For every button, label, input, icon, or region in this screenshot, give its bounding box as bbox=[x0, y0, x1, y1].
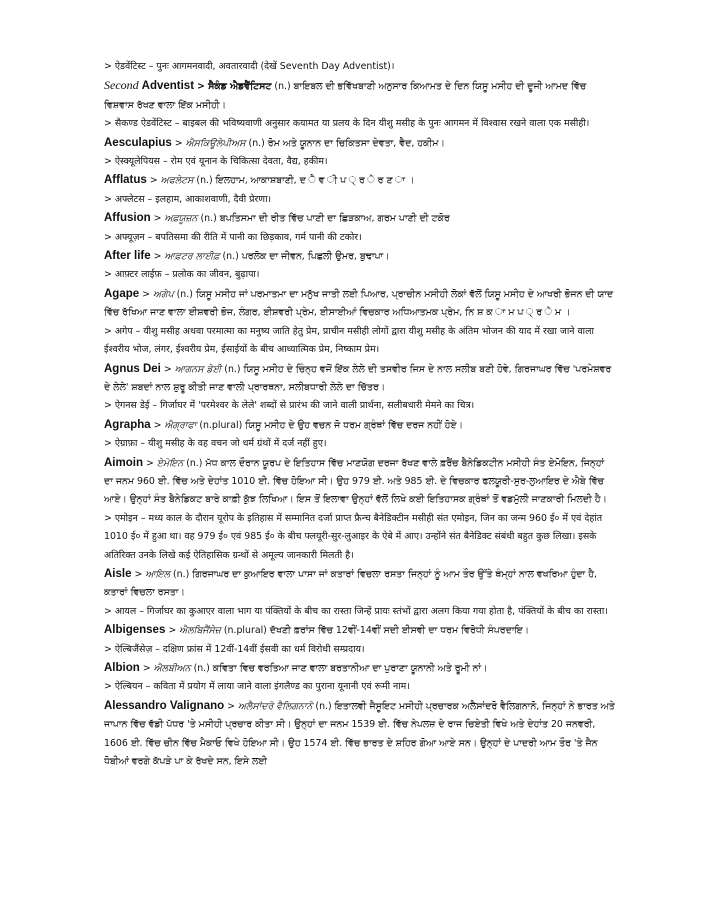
term-headword: Aesculapius bbox=[104, 136, 172, 149]
punjabi-transliteration: > ਐਸਕਿਊਲੇਪੀਅਸ bbox=[174, 137, 246, 149]
hindi-definition: > एमोइन – मध्य काल के दौरान यूरोप के इतिहास में सम्मानित दर्जा प्राप्त फ्रैन्च बैनेडिक्टीन मसीही संत एमोइन, जिन का जन्म 960 ई० में एवं देहांत 1010 ई० में हुआ था। वह 979 ई० एवं 985 ई० के बीच फ्लयूरी-सुर-लुआइर के ऐबे में आए। उन्होंने संत बैनेडिक्ट संबंधी बहुत कुछ लिखा। इसके अतिरिक्त उनके लिखे कई ऐतिहासिक ग्रन्थों से अमूल्य जानकारी मिलती है। bbox=[104, 512, 603, 561]
hindi-definition: > ऐल्बिजैंसेज़ – दक्षिण फ्रांस में 12वीं-14वीं ईसवी का धर्म विरोधी सम्प्रदाय। bbox=[104, 643, 365, 655]
term-prefix: Second bbox=[104, 78, 139, 93]
punjabi-definition-block bbox=[104, 565, 615, 603]
punjabi-transliteration: > ਆਗਨਸ ਡੇਈ bbox=[163, 363, 222, 375]
entry-agrapha bbox=[104, 416, 615, 454]
punjabi-definition-block bbox=[104, 76, 615, 115]
punjabi-definition: (n.) ਰੋਮ ਅਤੇ ਯੂਨਾਨ ਦਾ ਚਿਕਿਤਸਾ ਦੇਵਤਾ, ਵੈਦ, ਹਕੀਮ। bbox=[248, 137, 445, 149]
punjabi-definition-block bbox=[104, 621, 615, 640]
punjabi-definition-block bbox=[104, 697, 615, 772]
term-headword: Agnus Dei bbox=[104, 362, 161, 375]
entry-albigenses bbox=[104, 621, 615, 659]
punjabi-definition: (n.) ਯਿਸੂ ਮਸੀਹ ਜਾਂ ਪਰਮਾਤਮਾ ਦਾ ਮਨੁੱਖ ਜਾਤੀ ਲਈ ਪਿਆਰ, ਪ੍ਰਾਚੀਨ ਮਸੀਹੀ ਲੋਕਾਂ ਵੱਲੋਂ ਯਿਸੂ ਮਸੀਹ ਦੇ ਆਖਰੀ ਭੋਜਨ ਦੀ ਯਾਦ ਵਿੱਚ ਰੱਖਿਆ ਜਾਣ ਵਾਲਾ ਈਸ਼ਵਰੀ ਭੋਜ, ਲੰਗਰ, ਈਸ਼ਵਰੀ ਪ੍ਰੇਮ, ਈਸਾਈਆਂ ਵਿਚਕਾਰ ਅਧਿਆਤਮਕ ਪ੍ਰੇਮ, ਨਿ ਸ਼ ਕ ਾ ਮ ਪ ੍ ਰ ੇ ਮ । bbox=[104, 288, 614, 319]
term-headword: Agrapha bbox=[104, 418, 151, 431]
punjabi-definition: (n.) ਯਿਸੂ ਮਸੀਹ ਦੇ ਚਿੰਨ੍ਹ ਵਜੋਂ ਇੱਕ ਲੇਲੇ ਦੀ ਤਸਵੀਰ ਜਿਸ ਦੇ ਨਾਲ ਸਲੀਬ ਬਣੀ ਹੋਵੇ, ਗਿਰਜਾਘਰ ਵਿੱਚ 'ਪਰਮੇਸ਼ਵਰ ਦੇ ਲੇਲੇ' ਸ਼ਬਦਾਂ ਨਾਲ ਸ਼ੁਰੂ ਕੀਤੀ ਜਾਣ ਵਾਲੀ ਪ੍ਰਾਰਥਨਾ, ਸਲੀਬਧਾਰੀ ਲੇਲੇ ਦਾ ਚਿੱਤਰ। bbox=[104, 363, 612, 393]
punjabi-definition: (n.plural) ਯਿਸੂ ਮਸੀਹ ਦੇ ਉਹ ਵਚਨ ਜੋ ਧਰਮ ਗ੍ਰੰਥਾਂ ਵਿੱਚ ਦਰਜ ਨਹੀਂ ਹੋਏ। bbox=[199, 419, 463, 431]
punjabi-transliteration: > ਅਫਲੇਟਸ bbox=[149, 175, 194, 187]
punjabi-definition: (n.) ਗਿਰਜਾਘਰ ਦਾ ਕੁਆਇਰ ਵਾਲਾ ਪਾਸਾ ਜਾਂ ਕਤਾਰਾਂ ਵਿਚਲਾ ਰਸਤਾ ਜਿਨ੍ਹਾਂ ਨੂੰ ਆਮ ਤੌਰ ਉੱਤੇ ਥੰਮ੍ਹਾਂ ਨਾਲ ਵਖਰਿਆ ਹੁੰਦਾ ਹੈ, ਕਤਾਰਾਂ ਵਿਚਲਾ ਰਸਤਾ। bbox=[104, 568, 597, 599]
term-headword: Afflatus bbox=[104, 174, 147, 187]
punjabi-transliteration: > ਸੈਕੰਡ ਐਡਵੈਂਟਿਸਟ bbox=[197, 81, 272, 93]
punjabi-transliteration: > ਆਇਲ bbox=[134, 568, 171, 580]
punjabi-transliteration: > ਅਗੇਪ bbox=[142, 288, 174, 300]
hindi-definition: > अगेप – यीशु मसीह अथवा परमात्मा का मनुष्य जाति हेतु प्रेम, प्राचीन मसीही लोगों द्वारा यीशु मसीह के अंतिम भोजन की याद में रखा जाने वाला ईश्वरीय भोज, लंगर, ईश्वरीय प्रेम, ईसाईयों के बीच आध्यात्मिक प्रेम, निष्काम प्रेम। bbox=[104, 325, 594, 356]
punjabi-definition-block bbox=[104, 659, 615, 678]
punjabi-definition-block bbox=[104, 285, 615, 323]
term-headword: Agape bbox=[104, 287, 140, 300]
hindi-definition: > ऐल्बियन – कविता में प्रयोग में लाया जाने वाला इंगलैण्ड का पुराना यूनानी एवं रूमी नाम। bbox=[104, 681, 410, 693]
entry-adventist-hindi bbox=[104, 58, 615, 76]
entry-afflatus bbox=[104, 171, 615, 209]
hindi-definition: > ऐग्राफ़ा – यीशु मसीह के वह वचन जो धर्म ग्रंथों में दर्ज नहीं हुए। bbox=[104, 438, 327, 450]
punjabi-transliteration: > ਐਗ੍ਰਾਫਾ bbox=[153, 419, 197, 431]
punjabi-definition: (n.) ਇਲਹਾਮ, ਆਕਾਸ਼ਬਾਣੀ, ਦ ੈ ਵ ੀ ਪ ੍ ਰ ੇ ਰ ਣ ਾ । bbox=[196, 175, 415, 187]
hindi-definition: > अफ्यूज़न – बपतिसमा की रीति में पानी का छिड़काव, गर्म पानी की टकोर। bbox=[104, 231, 362, 243]
hindi-definition: > अफ्लेटस – इलहाम, आकाशवाणी, दैवी प्रेरणा। bbox=[104, 193, 272, 205]
punjabi-definition-block bbox=[104, 454, 615, 510]
hindi-definition: > ऐस्क्यूलेपियस – रोम एवं यूनान के चिकित्सा देवता, वैद्य, हकीम। bbox=[104, 156, 328, 168]
punjabi-definition: (n.) ਕਵਿਤਾ ਵਿਚ ਵਰਤਿਆ ਜਾਣ ਵਾਲਾ ਬਰਤਾਨੀਆ ਦਾ ਪੁਰਾਣਾ ਯੂਨਾਨੀ ਅਤੇ ਰੂਮੀ ਨਾਂ। bbox=[193, 663, 488, 674]
punjabi-transliteration: > ਅਲੈਸਾਂਦਰੋ ਵੈਲਿਗਨਾਨੋ bbox=[227, 700, 313, 712]
punjabi-definition-block bbox=[104, 134, 615, 153]
entry-alessandro-valignano bbox=[104, 697, 615, 772]
punjabi-definition: (n.) ਬਾਇਬਲ ਦੀ ਭਵਿੱਖਬਾਣੀ ਅਨੁਸਾਰ ਕਿਆਮਤ ਦੇ ਦਿਨ ਯਿਸੂ ਮਸੀਹ ਦੀ ਦੂਜੀ ਆਮਦ ਵਿੱਚ ਵਿਸ਼ਵਾਸ ਰੱਖਣ ਵਾਲਾ ਇੱਕ ਮਸੀਹੀ। bbox=[104, 81, 587, 111]
hindi-definition: > आयल – गिर्जाघर का कुआएर वाला भाग या पंक्तियों के बीच का रास्ता जिन्हें प्रायः स्तंभों द्वारा अलग किया गया होता है, पंक्तियों के बीच का रास्ता। bbox=[104, 605, 608, 617]
punjabi-definition: (n.) ਇਤਾਲਵੀ ਜੈਸੂਇਟ ਮਸੀਹੀ ਪ੍ਰਚਾਰਕ ਅਲੈਸਾਂਦਰੋ ਵੈਲਿਗਨਾਨੋ, ਜਿਨ੍ਹਾਂ ਨੇ ਭਾਰਤ ਅਤੇ ਜਾਪਾਨ ਵਿੱਚ ਵੱਡੀ ਪੱਧਰ 'ਤੇ ਮਸੀਹੀ ਪ੍ਰਚਾਰ ਕੀਤਾ ਸੀ। ਉਨ੍ਹਾਂ ਦਾ ਜਨਮ 1539 ਈ. ਵਿੱਚ ਨੇਪਲਜ਼ ਦੇ ਰਾਜ ਚਿਏਤੀ ਵਿਖੇ ਅਤੇ ਦੇਹਾਂਤ 20 ਜਨਵਰੀ, 1606 ਈ. ਵਿੱਚ ਚੀਨ ਵਿੱਚ ਮੈਕਾਓ ਵਿਖੇ ਹੋਇਆ ਸੀ। ਉਹ 1574 ਈ. ਵਿੱਚ ਭਾਰਤ ਦੇ ਸ਼ਹਿਰ ਗੋਆ ਆਏ ਸਨ। ਉਨ੍ਹਾਂ ਦੇ ਪਾਦਰੀ ਆਮ ਤੌਰ 'ਤੇ ਜੈਨ ਧੋਬੀਆਂ ਵਰਗੇ ਕੱਪੜੇ ਪਾ ਕੇ ਰੱਖਦੇ ਸਨ, ਇਸੇ ਲਈ bbox=[104, 700, 615, 768]
entry-agnus-dei bbox=[104, 360, 615, 416]
hindi-definition: > ऐगनस डेई – गिर्जाघर में 'परमेश्वर के लेले' शब्दों से प्रारंभ की जाने वाली प्रार्थना, सलीबधारी मेमने का चित्र। bbox=[104, 400, 475, 412]
entry-after-life bbox=[104, 247, 615, 285]
punjabi-definition-block bbox=[104, 416, 615, 435]
term-headword: Aimoin bbox=[104, 456, 143, 469]
term-headword: Albigenses bbox=[104, 624, 166, 637]
punjabi-definition-block bbox=[104, 209, 615, 228]
punjabi-definition: (n.) ਬਪਤਿਸਮਾ ਦੀ ਰੀਤ ਵਿੱਚ ਪਾਣੀ ਦਾ ਛਿੜਕਾਅ, ਗਰਮ ਪਾਣੀ ਦੀ ਟਕੋਰ bbox=[200, 213, 450, 225]
term-headword: Aisle bbox=[104, 567, 132, 580]
punjabi-transliteration: > ਆਫ਼ਟਰ ਲਾਈਫ਼ bbox=[153, 251, 220, 263]
punjabi-definition-block bbox=[104, 171, 615, 190]
entry-aimoin bbox=[104, 454, 615, 565]
entry-agape bbox=[104, 285, 615, 360]
punjabi-definition: (n.plural) ਦੱਖਣੀ ਫ਼ਰਾਂਸ ਵਿੱਚ 12ਵੀਂ-14ਵੀਂ ਸਦੀ ਈਸਵੀ ਦਾ ਧਰਮ ਵਿਰੋਧੀ ਸੰਪਰਦਾਇ। bbox=[223, 625, 529, 637]
entry-albion bbox=[104, 659, 615, 697]
term-headword: Albion bbox=[104, 662, 140, 674]
punjabi-definition-block bbox=[104, 360, 615, 398]
term-headword: Adventist bbox=[141, 80, 195, 93]
term-headword: Affusion bbox=[104, 212, 151, 225]
entry-second-adventist bbox=[104, 76, 615, 133]
entry-aisle bbox=[104, 565, 615, 621]
entry-aesculapius bbox=[104, 134, 615, 172]
entry-affusion bbox=[104, 209, 615, 247]
punjabi-transliteration: > ਅਫ਼ਯੂਜ਼ਨ bbox=[153, 213, 198, 225]
punjabi-definition: (n.) ਪਰਲੋਕ ਦਾ ਜੀਵਨ, ਪਿਛਲੀ ਉਮਰ, ਬੁਢਾਪਾ। bbox=[222, 251, 390, 263]
punjabi-definition: (n.) ਮੱਧ ਕਾਲ ਦੌਰਾਨ ਯੂਰਪ ਦੇ ਇਤਿਹਾਸ ਵਿੱਚ ਮਾਣਯੋਗ ਦਰਜਾ ਰੱਖਣ ਵਾਲੇ ਫ਼ਰੈਂਚ ਬੈਨੇਡਿਕਟੀਨ ਮਸੀਹੀ ਸੰਤ ਏਮੋਇਨ, ਜਿਨ੍ਹਾਂ ਦਾ ਜਨਮ 960 ਈ. ਵਿੱਚ ਅਤੇ ਦੇਹਾਂਤ 1010 ਈ. ਵਿੱਚ ਹੋਇਆ ਸੀ। ਉਹ 979 ਈ. ਅਤੇ 985 ਈ. ਦੇ ਵਿਚਕਾਰ ਫਲਯੂਰੀ-ਸੁਰ-ਲੁਆਇਰ ਦੇ ਐਬੇ ਵਿੱਚ ਆਏ। ਉਨ੍ਹਾਂ ਸੰਤ ਬੈਨੇਡਿਕਟ ਬਾਰੇ ਕਾਫ਼ੀ ਕੁੱਝ ਲਿਖਿਆ। ਇਸ ਤੋਂ ਇਲਾਵਾ ਉਨ੍ਹਾਂ ਵੱਲੋਂ ਲਿਖੇ ਕਈ ਇਤਿਹਾਸਕ ਗ੍ਰੰਥਾਂ ਤੋਂ ਵਡਮੁੱਲੀ ਜਾਣਕਾਰੀ ਮਿਲਦੀ ਹੈ। bbox=[104, 457, 607, 506]
hindi-definition: > आफ़्टर लाईफ़ – प्रलोक का जीवन, बुढ़ापा। bbox=[104, 269, 260, 281]
hindi-definition: > सैकण्ड ऐडवेंटिस्ट – बाइबल की भविष्यवाणी अनुसार कयामत या प्रलय के दिन यीशु मसीह के पुनः आगमन में विश्वास रखने वाला एक मसीही। bbox=[104, 118, 590, 130]
term-headword: After life bbox=[104, 250, 151, 263]
term-headword: Alessandro Valignano bbox=[104, 699, 225, 712]
punjabi-definition-block bbox=[104, 247, 615, 266]
punjabi-transliteration: > ਐਲਬੀਅਨ bbox=[142, 663, 191, 674]
hindi-definition: > ऐडवेंटिस्ट – पुनः आगमनवादी, अवतारवादी (देखें Seventh Day Adventist)। bbox=[104, 61, 395, 72]
punjabi-transliteration: > ਐਲਬਿਜੈਂਸੇਜ਼ bbox=[168, 625, 221, 637]
punjabi-transliteration: > ਏਮੋਇਨ bbox=[145, 457, 184, 469]
